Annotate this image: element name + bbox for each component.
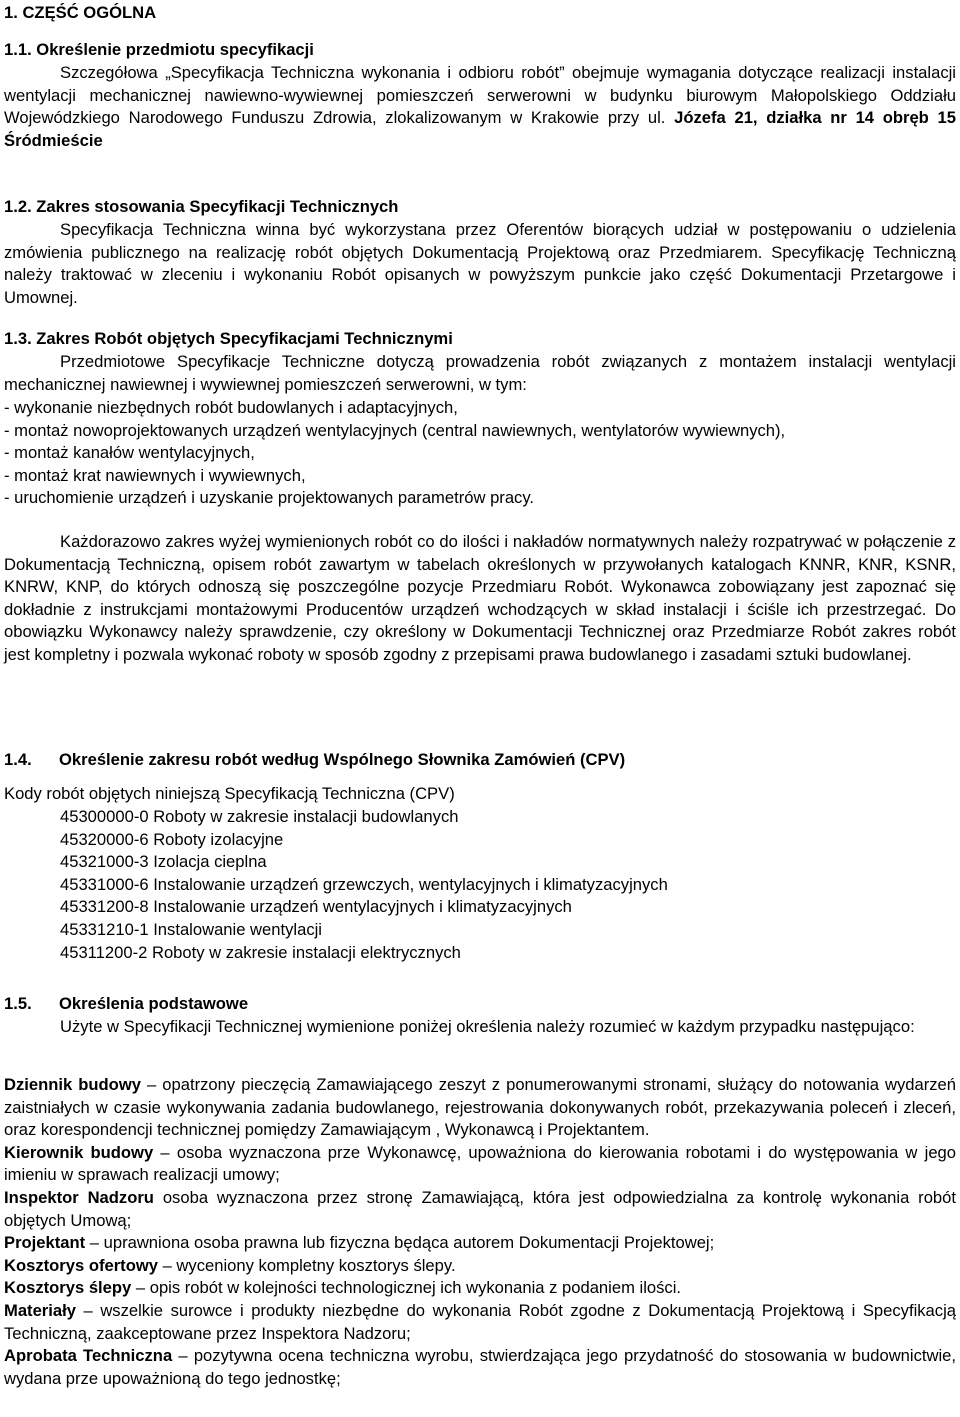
definition-desc: – opatrzony pieczęcią Zamawiającego zeszyt z ponumerowanymi stronami, służący do notowania wydarzeń zaistniałych w czasie wykonywania zadania budowlanego, rejestrowania dokonywanych robót, przekazywania poleceń i zleceń, oraz korespondencji technicznej pomiędzy Zamawiającym , Wykonawcą i Projektantem.	[4, 1075, 956, 1140]
definitions-list	[4, 1074, 956, 1390]
cpv-code-list	[4, 806, 956, 964]
cpv-code-item: 45300000-0 Roboty w zakresie instalacji budowlanych	[60, 807, 459, 826]
definition-term: Materiały	[4, 1300, 76, 1320]
definition-term: Kierownik budowy	[4, 1142, 154, 1162]
section-1-2-title: 1.2. Zakres stosowania Specyfikacji Technicznych	[4, 197, 399, 216]
cpv-code-item: 45311200-2 Roboty w zakresie instalacji elektrycznych	[60, 942, 461, 962]
definition-desc: – wszelkie surowce i produkty niezbędne do wykonania Robót zgodne z Dokumentacją Projektową i Specyfikacją Techniczną, zaakceptowane przez Inspektora Nadzoru;	[4, 1300, 956, 1343]
section-1-5-number: 1.5.	[4, 994, 32, 1013]
list-item: - montaż krat nawiewnych i wywiewnych,	[4, 465, 306, 485]
section-1-4-intro: Kody robót objętych niniejszą Specyfikacją Techniczna (CPV)	[4, 784, 455, 803]
definition-desc: – pozytywna ocena techniczna wyrobu, stwierdzająca jego przydatność do stosowania w budownictwie, wydana prze upoważnioną do tego jednostkę;	[4, 1346, 957, 1388]
section-1-1-text: Szczegółowa „Specyfikacja Techniczna wykonania i odbioru robót” obejmuje wymagania dotyczące realizacji instalacji wentylacji mechanicznej nawiewno-wywiewnej pomieszczeń serwerowni w budynku biurowym Małopolskiego Oddziału Wojewódzkiego Narodowego Funduszu Zdrowia, zlokalizowanym w Krakowie przy ul.	[4, 63, 956, 128]
definition-term: Kosztorys ofertowy	[4, 1255, 158, 1275]
section-1-4-number: 1.4.	[4, 750, 32, 769]
definition-item	[4, 1345, 956, 1390]
list-item: - montaż nowoprojektowanych urządzeń wentylacyjnych (central nawiewnych, wentylatorów wywiewnych),	[4, 420, 786, 440]
definition-item	[4, 1277, 956, 1300]
section-1-5-intro: Użyte w Specyfikacji Technicznej wymienione poniżej określenia należy rozumieć w każdym przypadku następująco:	[60, 1017, 915, 1036]
section-1-3-intro: Przedmiotowe Specyfikacje Techniczne dotyczą prowadzenia robót związanych z montażem instalacji wentylacji mechanicznej nawiewnej i wywiewnej pomieszczeń serwerowni, w tym:	[4, 352, 956, 394]
definition-term: Projektant	[4, 1233, 86, 1253]
section-1-5-heading: Określenia podstawowe	[59, 994, 249, 1013]
section-1-4-heading: Określenie zakresu robót według Wspólnego Słownika Zamówień (CPV)	[59, 750, 626, 769]
section-1-4-title	[4, 749, 956, 772]
section-1-2-text-2: Specyfikację Techniczną należy traktować w zleceniu i wykonaniu Robót opisanych w powyższym punkcie jako część Dokumentacji Przetargowe i Umownej.	[4, 242, 956, 307]
definition-term: Dziennik budowy	[4, 1075, 141, 1094]
definition-term: Aprobata Techniczna	[4, 1346, 173, 1366]
section-1-3-paragraph	[4, 531, 956, 667]
list-item: - montaż kanałów wentylacyjnych,	[4, 443, 255, 463]
cpv-code-item: 45331200-8 Instalowanie urządzeń wentylacyjnych i klimatyzacyjnych	[60, 897, 572, 917]
definition-term: Inspektor Nadzoru	[4, 1187, 154, 1207]
section-1-2-text-1: Specyfikacja Techniczna winna być wykorzystana przez Oferentów biorących udział w postępowaniu o udzielenia zmówienia publicznego na realizację robót objętych Dokumentacją Projektową oraz Przedmiarem.	[4, 220, 956, 262]
cpv-code-item: 45320000-6 Roboty izolacyjne	[60, 829, 284, 849]
cpv-code-item: 45331210-1 Instalowanie wentylacji	[60, 919, 322, 939]
definition-desc: osoba wyznaczona przez stronę Zamawiającą, która jest odpowiedzialna za kontrolę wykonania robót objętych Umową;	[4, 1187, 956, 1230]
section-1-3-list	[4, 397, 956, 510]
section-1-3-para-2: Wykonawca zobowiązany jest zapoznać się dokładnie z instrukcjami montażowymi Producentów urządzeń wchodzących w skład instalacji i ściśle ich przestrzegać.	[4, 577, 956, 619]
definition-item	[4, 1300, 956, 1345]
cpv-code-item: 45331000-6 Instalowanie urządzeń grzewczych, wentylacyjnych i klimatyzacyjnych	[60, 874, 668, 894]
section-1-3-title: 1.3. Zakres Robót objętych Specyfikacjami Technicznymi	[4, 329, 453, 348]
section-1-5-title	[4, 993, 956, 1016]
definition-item	[4, 1074, 956, 1142]
list-item: - wykonanie niezbędnych robót budowlanych i adaptacyjnych,	[4, 398, 458, 417]
definition-item	[4, 1142, 956, 1187]
section-1-2-body	[4, 219, 956, 309]
cpv-code-item: 45321000-3 Izolacja cieplna	[60, 852, 267, 872]
section-1-3-para-3: Do obowiązku Wykonawcy należy sprawdzenie, czy określony w Dokumentacji Technicznej oraz Przedmiarze Robót zakres robót jest kompletny i pozwala wykonać roboty w sposób zgodny z przepisami prawa budowlanego i zasadami sztuki budowlanej.	[4, 599, 956, 664]
section-1-3-para-1: Każdorazowo zakres wyżej wymienionych robót co do ilości i nakładów normatywnych należy rozpatrywać w połączenie z Dokumentacją Techniczną, opisem robót zawartym w tabelach określonych w przywołanych katalogach KNNR, KNR, KSNR, KNRW, KNP, do których odnoszą się poszczególne pozycje Przedmiaru Robót.	[4, 532, 956, 597]
list-item: - uruchomienie urządzeń i uzyskanie projektowanych parametrów pracy.	[4, 488, 535, 508]
definition-item	[4, 1232, 956, 1255]
definition-item	[4, 1187, 956, 1232]
definition-desc: – osoba wyznaczona prze Wykonawcę, upoważniona do kierowania robotami i do występowania w jego imieniu w sprawach realizacji umowy;	[4, 1142, 957, 1185]
section-1-1-title: 1.1. Określenie przedmiotu specyfikacji	[4, 40, 314, 59]
section-1-1-address: Józefa 21, działka nr 14 obręb 15 Śródmieście	[4, 108, 956, 150]
definition-term: Kosztorys ślepy	[4, 1278, 132, 1298]
definition-desc: – uprawniona osoba prawna lub fizyczna będąca autorem Dokumentacji Projektowej;	[85, 1233, 715, 1253]
definition-item	[4, 1255, 956, 1278]
definition-desc: – opis robót w kolejności technologicznej ich wykonania z podaniem ilości.	[131, 1278, 681, 1298]
definition-desc: – wyceniony kompletny kosztorys ślepy.	[157, 1255, 456, 1275]
section-1-1-body	[4, 62, 956, 152]
part-title: 1. CZĘŚĆ OGÓLNA	[4, 3, 157, 22]
